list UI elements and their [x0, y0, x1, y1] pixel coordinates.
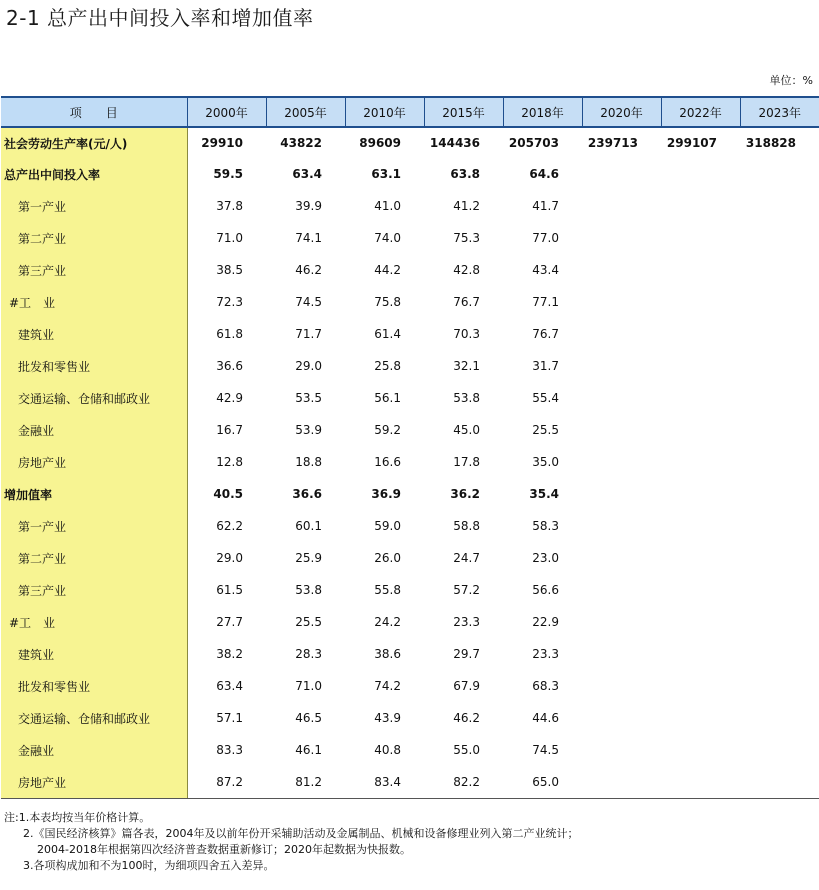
table-cell: 42.9 — [216, 391, 243, 405]
table-cell: 89609 — [359, 136, 401, 150]
row-label: 第一产业 — [1, 190, 187, 222]
table-cell: 24.2 — [374, 615, 401, 629]
table-cell — [740, 638, 819, 670]
table-row — [1, 127, 819, 158]
table-cell — [740, 414, 819, 446]
table-cell: 25.5 — [532, 423, 559, 437]
table-cell — [582, 542, 661, 574]
table-cell: 38.2 — [216, 647, 243, 661]
table-cell: 72.3 — [216, 295, 243, 309]
table-cell: 74.1 — [295, 231, 322, 245]
table-cell: 63.1 — [371, 167, 401, 181]
row-label: 房地产业 — [1, 766, 187, 799]
table-cell — [661, 606, 740, 638]
table-cell — [582, 318, 661, 350]
table-cell — [661, 574, 740, 606]
row-label: 总产出中间投入率 — [1, 158, 187, 190]
header-year: 2005年 — [266, 97, 345, 127]
table-cell — [582, 222, 661, 254]
row-label: 第二产业 — [1, 542, 187, 574]
table-cell: 74.5 — [295, 295, 322, 309]
table-cell: 44.6 — [532, 711, 559, 725]
table-cell: 76.7 — [532, 327, 559, 341]
table-row — [1, 350, 819, 382]
row-label: #工 业 — [1, 606, 187, 638]
table-cell: 41.0 — [374, 199, 401, 213]
footnote-2: 2.《国民经济核算》篇各表，2004年及以前年份开采辅助活动及金属制品、机械和设备修理业列入第二产业统计； — [23, 827, 579, 840]
table-cell — [661, 702, 740, 734]
table-cell: 56.1 — [374, 391, 401, 405]
table-cell — [582, 350, 661, 382]
table-row — [1, 510, 819, 542]
table-cell: 58.8 — [453, 519, 480, 533]
footnote-2-continued: 2004-2018年根据第四次经济普查数据重新修订；2020年起数据为快报数。 — [37, 843, 411, 856]
table-cell — [740, 734, 819, 766]
table-cell: 17.8 — [453, 455, 480, 469]
row-label: 第三产业 — [1, 574, 187, 606]
table-cell: 29910 — [201, 136, 243, 150]
table-cell: 83.4 — [345, 766, 424, 799]
table-cell: 61.5 — [216, 583, 243, 597]
table-cell — [661, 254, 740, 286]
table-cell: 57.2 — [453, 583, 480, 597]
table-cell — [582, 670, 661, 702]
header-row — [1, 97, 819, 127]
table-cell — [661, 766, 740, 799]
table-cell: 71.7 — [295, 327, 322, 341]
table-cell — [740, 542, 819, 574]
table-cell: 44.2 — [374, 263, 401, 277]
table-cell: 81.2 — [266, 766, 345, 799]
table-row — [1, 318, 819, 350]
table-cell: 35.4 — [529, 487, 559, 501]
table-cell — [740, 190, 819, 222]
table-cell: 39.9 — [295, 199, 322, 213]
header-year: 2010年 — [345, 97, 424, 127]
table-row — [1, 382, 819, 414]
table-cell: 61.8 — [216, 327, 243, 341]
table-cell — [582, 766, 661, 799]
table-cell: 68.3 — [532, 679, 559, 693]
table-cell: 71.0 — [216, 231, 243, 245]
table-cell — [740, 766, 819, 799]
table-cell: 42.8 — [453, 263, 480, 277]
row-label: 建筑业 — [1, 318, 187, 350]
footnotes — [4, 810, 579, 874]
row-label: 第三产业 — [1, 254, 187, 286]
table-cell — [582, 382, 661, 414]
table-cell: 82.2 — [424, 766, 503, 799]
table-row — [1, 702, 819, 734]
table-cell: 87.2 — [187, 766, 266, 799]
table-cell: 28.3 — [295, 647, 322, 661]
table-cell: 65.0 — [503, 766, 582, 799]
table-cell — [582, 414, 661, 446]
table-cell — [740, 350, 819, 382]
header-year: 2023年 — [740, 97, 819, 127]
table-cell: 205703 — [508, 136, 559, 150]
table-cell: 43822 — [280, 136, 322, 150]
table-cell — [582, 446, 661, 478]
table-cell — [582, 510, 661, 542]
header-year: 2018年 — [503, 97, 582, 127]
table-row — [1, 254, 819, 286]
table-cell: 46.2 — [453, 711, 480, 725]
table-cell: 75.8 — [374, 295, 401, 309]
table-cell: 67.9 — [453, 679, 480, 693]
table-row — [1, 766, 819, 799]
table-cell: 55.4 — [532, 391, 559, 405]
table-cell: 23.0 — [532, 551, 559, 565]
table-cell: 56.6 — [532, 583, 559, 597]
table-row — [1, 158, 819, 190]
table-cell: 36.2 — [450, 487, 480, 501]
table-cell: 59.5 — [213, 167, 243, 181]
table-cell: 16.6 — [374, 455, 401, 469]
table-cell: 62.2 — [216, 519, 243, 533]
table-cell — [582, 158, 661, 190]
table-cell: 53.8 — [295, 583, 322, 597]
table-cell: 46.2 — [295, 263, 322, 277]
table-cell — [661, 446, 740, 478]
table-cell: 53.8 — [453, 391, 480, 405]
row-label: 交通运输、仓储和邮政业 — [1, 702, 187, 734]
table-cell — [740, 702, 819, 734]
table-cell: 53.9 — [295, 423, 322, 437]
table-cell: 40.8 — [374, 743, 401, 757]
table-cell — [740, 158, 819, 190]
table-cell — [661, 542, 740, 574]
table-cell: 74.0 — [374, 231, 401, 245]
table-cell — [582, 734, 661, 766]
table-row — [1, 286, 819, 318]
table-cell — [661, 350, 740, 382]
table-cell: 70.3 — [453, 327, 480, 341]
table-row — [1, 478, 819, 510]
table-cell — [661, 158, 740, 190]
table-cell: 29.7 — [453, 647, 480, 661]
row-label: #工 业 — [1, 286, 187, 318]
table-cell: 36.6 — [216, 359, 243, 373]
table-row — [1, 670, 819, 702]
table-cell — [740, 606, 819, 638]
table-cell — [661, 414, 740, 446]
footnote-1: 注:1.本表均按当年价格计算。 — [4, 811, 151, 824]
row-label: 金融业 — [1, 734, 187, 766]
table-row — [1, 414, 819, 446]
table-body — [1, 127, 819, 799]
table-cell — [740, 286, 819, 318]
table-cell: 74.2 — [374, 679, 401, 693]
table-cell: 76.7 — [453, 295, 480, 309]
page-title: 2-1 总产出中间投入率和增加值率 — [6, 6, 314, 30]
table-cell: 37.8 — [216, 199, 243, 213]
table-cell — [661, 734, 740, 766]
row-label: 第一产业 — [1, 510, 187, 542]
table-cell: 77.1 — [532, 295, 559, 309]
table-cell — [661, 478, 740, 510]
table-cell: 59.0 — [374, 519, 401, 533]
table-cell: 55.8 — [374, 583, 401, 597]
table-cell: 64.6 — [529, 167, 559, 181]
table-cell: 46.1 — [295, 743, 322, 757]
table-cell — [740, 574, 819, 606]
table-cell: 74.5 — [532, 743, 559, 757]
table-row — [1, 222, 819, 254]
table-cell — [582, 286, 661, 318]
table-cell — [661, 318, 740, 350]
table-cell: 53.5 — [295, 391, 322, 405]
footnote-3: 3.各项构成加和不为100时，为细项四舍五入差异。 — [23, 859, 275, 872]
table-cell: 38.5 — [216, 263, 243, 277]
table-cell — [582, 254, 661, 286]
unit-label: 单位：% — [769, 74, 813, 87]
table-cell: 55.0 — [453, 743, 480, 757]
header-year: 2015年 — [424, 97, 503, 127]
table-cell — [582, 638, 661, 670]
row-label: 房地产业 — [1, 446, 187, 478]
table-cell — [740, 510, 819, 542]
table-row — [1, 190, 819, 222]
table-cell — [740, 382, 819, 414]
data-table — [1, 96, 819, 799]
table-cell: 41.2 — [453, 199, 480, 213]
table-row — [1, 734, 819, 766]
table-cell: 23.3 — [453, 615, 480, 629]
table-cell: 239713 — [587, 136, 638, 150]
table-cell: 38.6 — [374, 647, 401, 661]
table-cell: 61.4 — [374, 327, 401, 341]
table-cell — [661, 510, 740, 542]
table-cell: 77.0 — [532, 231, 559, 245]
header-item: 项 目 — [1, 97, 187, 127]
table-cell: 22.9 — [532, 615, 559, 629]
table-cell: 29.0 — [295, 359, 322, 373]
table-row — [1, 542, 819, 574]
table-cell: 299107 — [666, 136, 717, 150]
table-cell: 63.4 — [292, 167, 322, 181]
table-cell — [740, 670, 819, 702]
table-cell — [661, 638, 740, 670]
table-cell: 26.0 — [374, 551, 401, 565]
table-cell: 60.1 — [295, 519, 322, 533]
table-cell: 46.5 — [295, 711, 322, 725]
table-cell — [740, 318, 819, 350]
table-cell: 318828 — [745, 136, 796, 150]
table-cell — [661, 286, 740, 318]
table-cell — [582, 190, 661, 222]
row-label: 建筑业 — [1, 638, 187, 670]
table-cell: 16.7 — [216, 423, 243, 437]
table-cell: 36.6 — [292, 487, 322, 501]
table-cell — [582, 574, 661, 606]
table-cell: 29.0 — [216, 551, 243, 565]
table-cell: 43.4 — [532, 263, 559, 277]
row-label: 第二产业 — [1, 222, 187, 254]
table-cell: 57.1 — [216, 711, 243, 725]
table-cell: 25.9 — [295, 551, 322, 565]
table-cell: 31.7 — [532, 359, 559, 373]
table-cell — [661, 222, 740, 254]
table-cell — [582, 702, 661, 734]
table-cell: 32.1 — [453, 359, 480, 373]
table-cell — [582, 606, 661, 638]
table-cell: 63.4 — [216, 679, 243, 693]
table-row — [1, 574, 819, 606]
row-label: 批发和零售业 — [1, 350, 187, 382]
table-cell: 24.7 — [453, 551, 480, 565]
table-cell: 25.8 — [374, 359, 401, 373]
table-cell: 144436 — [429, 136, 480, 150]
table-cell — [740, 222, 819, 254]
table-cell: 23.3 — [532, 647, 559, 661]
table-row — [1, 446, 819, 478]
table-cell — [661, 190, 740, 222]
row-label: 批发和零售业 — [1, 670, 187, 702]
table-cell: 75.3 — [453, 231, 480, 245]
header-year: 2020年 — [582, 97, 661, 127]
row-label: 交通运输、仓储和邮政业 — [1, 382, 187, 414]
table-cell — [740, 478, 819, 510]
table-cell: 43.9 — [374, 711, 401, 725]
header-year: 2000年 — [187, 97, 266, 127]
table-cell — [661, 382, 740, 414]
table-cell: 27.7 — [216, 615, 243, 629]
table-cell: 58.3 — [532, 519, 559, 533]
table-cell: 83.3 — [216, 743, 243, 757]
table-cell — [582, 478, 661, 510]
header-year: 2022年 — [661, 97, 740, 127]
table-cell: 12.8 — [216, 455, 243, 469]
table-cell: 71.0 — [295, 679, 322, 693]
table-cell: 35.0 — [532, 455, 559, 469]
table-cell — [740, 254, 819, 286]
row-label: 金融业 — [1, 414, 187, 446]
row-label: 增加值率 — [1, 478, 187, 510]
table-row — [1, 638, 819, 670]
table-cell: 59.2 — [374, 423, 401, 437]
table-cell: 40.5 — [213, 487, 243, 501]
row-label: 社会劳动生产率(元/人) — [1, 127, 187, 158]
table-cell — [661, 670, 740, 702]
table-row — [1, 606, 819, 638]
table-cell: 25.5 — [295, 615, 322, 629]
table-cell: 18.8 — [295, 455, 322, 469]
table-cell: 36.9 — [371, 487, 401, 501]
table-cell: 63.8 — [450, 167, 480, 181]
table-cell — [740, 446, 819, 478]
table-cell: 41.7 — [532, 199, 559, 213]
table-cell: 45.0 — [453, 423, 480, 437]
